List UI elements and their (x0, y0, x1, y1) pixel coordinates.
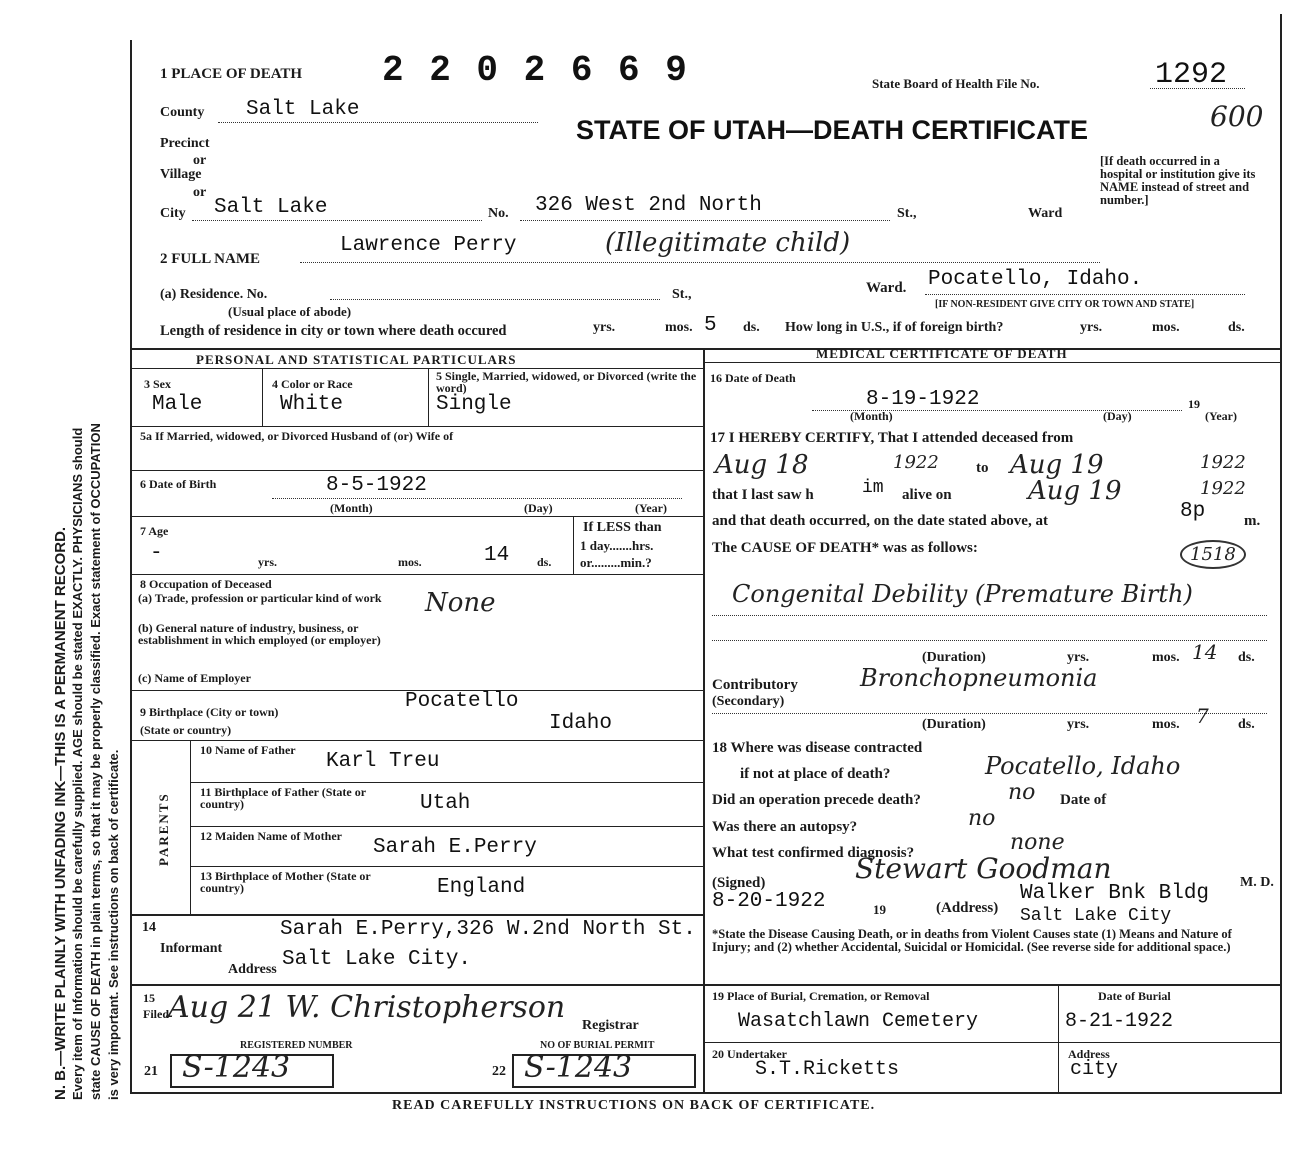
res-ds-label: ds. (743, 320, 760, 335)
dob-month-label: (Month) (330, 501, 373, 515)
sidebar-line-1: N. B.—WRITE PLAINLY WITH UNFADING INK—THIS IS A PERMANENT RECORD. (52, 526, 69, 1100)
signature-date: 8-20-1922 (712, 890, 826, 913)
cause-yrs-label: yrs. (1067, 650, 1090, 665)
item-22-label: 22 (492, 1064, 506, 1079)
race-label: 4 Color or Race (272, 377, 353, 391)
filed-number: 15 (143, 991, 155, 1005)
last-saw-date: Aug 19 (1028, 476, 1122, 506)
contrib-mos-label: mos. (1152, 717, 1180, 732)
res-mos-label: mos. (665, 320, 693, 335)
burial-date-label: Date of Burial (1098, 989, 1171, 1003)
top-section-divider (130, 348, 1280, 350)
usual-abode-label: (Usual place of abode) (228, 304, 352, 319)
where-contracted: Pocatello, Idaho (985, 752, 1181, 780)
place-of-death-label: 1 PLACE OF DEATH (160, 66, 303, 82)
contrib-ds-label: ds. (1238, 717, 1255, 732)
employer-label: (c) Name of Employer (138, 671, 251, 685)
father-birthplace-label: 11 Birthplace of Father (State or country) (200, 785, 366, 811)
certificate-number: 2 2 0 2 6 6 9 (382, 50, 689, 91)
physician-address-1: Walker Bnk Bldg (1020, 882, 1210, 905)
contributory-label: Contributory (712, 677, 798, 693)
cause-label: The CAUSE OF DEATH* was as follows: (712, 540, 978, 556)
marital-value: Single (436, 393, 512, 416)
attended-to-year: 1922 (1200, 452, 1246, 473)
filed-label: Filed (143, 1007, 169, 1021)
burial-permit-number: S-1243 (524, 1050, 633, 1085)
spouse-label: 5a If Married, widowed, or Divorced Husband of (or) Wife of (140, 429, 454, 443)
to-label: to (976, 460, 989, 476)
death-day-label: (Day) (1103, 409, 1132, 423)
informant-address: Salt Lake City. (282, 948, 472, 971)
village-label: Village (160, 167, 202, 182)
personal-header: PERSONAL AND STATISTICAL PARTICULARS (196, 352, 517, 367)
street-address: 326 West 2nd North (535, 194, 762, 217)
or-label-1: or (193, 153, 207, 168)
duration-label: (Duration) (922, 650, 986, 665)
sex-label: 3 Sex (144, 377, 171, 391)
file-no-label: State Board of Health File No. (872, 76, 1040, 91)
certificate-title: STATE OF UTAH—DEATH CERTIFICATE (576, 115, 1088, 145)
dob-value: 8-5-1922 (326, 474, 427, 497)
death-month-label: (Month) (850, 409, 893, 423)
age-days-value: 14 (484, 544, 510, 567)
occupation-b-label: (b) General nature of industry, business, or establishment in which employed (or employer) (138, 621, 381, 647)
where-contracted-label: 18 Where was disease contracted (712, 740, 923, 756)
st-label: St., (897, 206, 917, 221)
informant-number: 14 (142, 920, 156, 935)
burial-place: Wasatchlawn Cemetery (738, 1010, 979, 1033)
sidebar-line-4: is very important. See instructions on back of certificate. (106, 749, 121, 1100)
age-mos-label: mos. (398, 555, 422, 569)
death-year-label: (Year) (1205, 409, 1237, 423)
full-name-value: Lawrence Perry (340, 234, 517, 257)
mother-value: Sarah E.Perry (373, 836, 537, 859)
us-mos-label: mos. (1152, 320, 1180, 335)
county-label: County (160, 105, 205, 120)
physician-signature: Stewart Goodman (855, 852, 1112, 885)
cause-ds-label: ds. (1238, 650, 1255, 665)
father-label: 10 Name of Father (200, 743, 296, 757)
last-saw-year: 1922 (1200, 478, 1246, 499)
test-label: What test confirmed diagnosis? (712, 845, 915, 861)
center-divider (703, 348, 705, 1092)
registered-number-label: REGISTERED NUMBER (240, 1040, 353, 1051)
birthplace-state-label: (State or country) (140, 723, 232, 737)
residence-value: Pocatello, Idaho. (928, 268, 1143, 291)
contrib-duration-value: 7 (1196, 704, 1209, 728)
residence-ward-label: Ward. (866, 280, 907, 296)
corner-mark: 600 (1210, 100, 1264, 133)
dob-label: 6 Date of Birth (140, 477, 217, 491)
or-label-2: or (193, 185, 207, 200)
filed-value: Aug 21 W. Christopherson (168, 990, 566, 1025)
marital-label: 5 Single, Married, widowed, or Divorced (write the word) (436, 369, 697, 395)
signed-label: (Signed) (712, 875, 766, 891)
autopsy-value: no (968, 806, 996, 831)
sex-value: Male (152, 393, 203, 416)
father-birthplace: Utah (420, 792, 471, 815)
medical-header: MEDICAL CERTIFICATE OF DEATH (816, 346, 1068, 361)
cause-of-death: Congenital Debility (Premature Birth) (732, 580, 1193, 608)
operation-value: no (1008, 780, 1036, 805)
day-hrs-label: 1 day.......hrs. (580, 538, 654, 553)
attended-from-year: 1922 (893, 452, 939, 473)
contrib-yrs-label: yrs. (1067, 717, 1090, 732)
burial-place-label: 19 Place of Burial, Cremation, or Removal (712, 989, 930, 1003)
us-yrs-label: yrs. (1080, 320, 1103, 335)
cause-duration-value: 14 (1192, 640, 1218, 664)
test-value: none (1010, 830, 1065, 855)
death-19-label: 19 (1188, 397, 1200, 411)
city-label: City (160, 206, 186, 221)
undertaker-value: S.T.Ricketts (755, 1058, 900, 1081)
date-of-death-label: 16 Date of Death (710, 371, 796, 385)
res-yrs-label: yrs. (593, 320, 616, 335)
mother-label: 12 Maiden Name of Mother (200, 829, 342, 843)
age-yrs-label: yrs. (258, 555, 277, 569)
occupation-label: 8 Occupation of Deceased (140, 577, 272, 591)
birthplace-city: Pocatello (405, 690, 519, 713)
last-saw-him: im (862, 478, 884, 498)
name-note: (Illegitimate child) (605, 228, 851, 258)
operation-date-label: Date of (1060, 792, 1107, 808)
county-value: Salt Lake (246, 98, 360, 121)
residence-st-label: St., (672, 287, 692, 302)
res-days-value: 5 (704, 314, 717, 337)
or-min-label: or.........min.? (580, 555, 652, 570)
age-years-value: - (150, 542, 163, 565)
contributory-cause: Bronchopneumonia (860, 664, 1098, 692)
less-than-label: If LESS than (583, 520, 662, 535)
physician-address-2: Salt Lake City (1020, 906, 1172, 926)
burial-permit-label: NO OF BURIAL PERMIT (540, 1040, 655, 1051)
duration2-label: (Duration) (922, 717, 986, 732)
us-ds-label: ds. (1228, 320, 1245, 335)
us-length-label: How long in U.S., if of foreign birth? (785, 320, 1004, 335)
nonresident-note: [IF NON-RESIDENT GIVE CITY OR TOWN AND STATE] (935, 299, 1195, 310)
age-label: 7 Age (140, 524, 169, 538)
dob-day-label: (Day) (524, 501, 553, 515)
father-value: Karl Treu (326, 750, 440, 773)
ward-label: Ward (1028, 206, 1063, 221)
informant-value: Sarah E.Perry,326 W.2nd North St. (280, 918, 696, 941)
autopsy-label: Was there an autopsy? (712, 819, 858, 835)
attended-from: Aug 18 (715, 450, 809, 480)
last-saw-label: that I last saw h (712, 487, 814, 503)
cause-code: 1518 (1180, 540, 1246, 569)
length-of-residence-label: Length of residence in city or town where death occured (160, 323, 507, 339)
street-no-label: No. (488, 206, 509, 221)
precinct-label: Precinct (160, 136, 210, 151)
secondary-label: (Secondary) (712, 694, 785, 709)
age-ds-label: ds. (537, 555, 552, 569)
registered-number: S-1243 (182, 1050, 291, 1085)
death-occurred-label: and that death occurred, on the date stated above, at (712, 513, 1048, 529)
informant-label: Informant (160, 941, 223, 956)
certify-label: 17 I HEREBY CERTIFY, That I attended deceased from (710, 430, 1074, 446)
left-border (130, 40, 132, 1092)
mother-birthplace-label: 13 Birthplace of Mother (State or country) (200, 869, 371, 895)
hospital-note: [If death occurred in a hospital or institution give its NAME instead of street and number.] (1100, 154, 1256, 207)
race-value: White (280, 393, 344, 416)
cause-footnote: *State the Disease Causing Death, or in deaths from Violent Causes state (1) Means and Nature of Injury; and (2) whether Accidental, Suicidal or Homicidal. (See reverse side for additional space.) (712, 927, 1232, 954)
occupation-a-label: (a) Trade, profession or particular kind of work (138, 591, 382, 605)
file-no: 1292 (1155, 58, 1228, 92)
physician-address-label: (Address) (936, 900, 999, 916)
operation-label: Did an operation precede death? (712, 792, 921, 808)
date-of-death: 8-19-1922 (866, 388, 980, 411)
dob-year-label: (Year) (635, 501, 667, 515)
sidebar-line-2: Every item of Information should be carefully supplied. AGE should be stated EXACTLY. PHYSICIANS should (70, 427, 85, 1100)
undertaker-address: city (1070, 1058, 1119, 1081)
time-m-label: m. (1244, 513, 1261, 529)
md-label: M. D. (1240, 875, 1274, 890)
sign-19-label: 19 (873, 902, 886, 917)
sidebar-line-3: state CAUSE OF DEATH in plain terms, so that it may be properly classified. Exact statement of OCCUPATION (88, 423, 103, 1100)
mother-birthplace: England (437, 876, 526, 899)
occupation-value: None (425, 588, 496, 618)
right-border (1280, 14, 1282, 1094)
registrar-label: Registrar (582, 1018, 639, 1033)
cause-mos-label: mos. (1152, 650, 1180, 665)
undertaker-label: 20 Undertaker (712, 1047, 787, 1061)
undertaker-address-label: Address (1068, 1047, 1110, 1061)
residence-label: (a) Residence. No. (160, 287, 268, 302)
birthplace-label: 9 Birthplace (City or town) (140, 705, 279, 719)
bottom-border (130, 1092, 1280, 1094)
attended-to: Aug 19 (1010, 450, 1104, 480)
death-time: 8p (1180, 500, 1206, 523)
alive-on-label: alive on (902, 487, 952, 503)
footer-instructions: READ CAREFULLY INSTRUCTIONS ON BACK OF CERTIFICATE. (392, 1098, 876, 1113)
item-21-label: 21 (144, 1064, 158, 1079)
city-value: Salt Lake (214, 196, 328, 219)
burial-date: 8-21-1922 (1065, 1010, 1174, 1033)
parents-label: PARENTS (156, 792, 171, 866)
informant-address-label: Address (228, 962, 277, 977)
full-name-label: 2 FULL NAME (160, 251, 261, 267)
if-not-label: if not at place of death? (740, 766, 891, 782)
birthplace-state: Idaho (549, 712, 613, 735)
